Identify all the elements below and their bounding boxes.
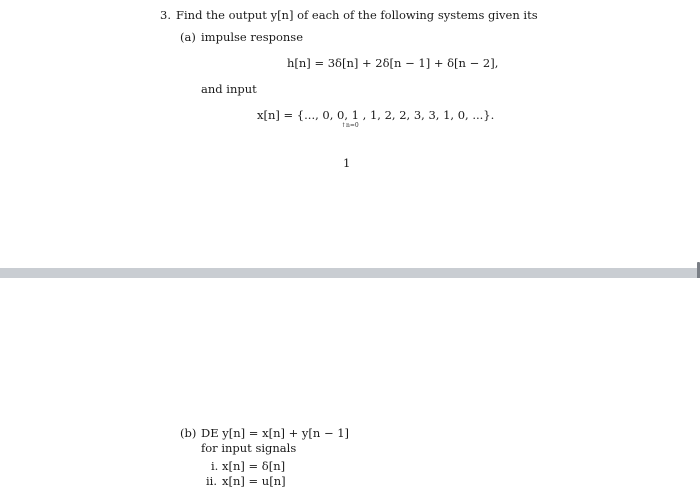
part-a-label: (a)	[180, 30, 196, 44]
origin-arrow-note: ↑n=0	[341, 122, 359, 129]
input-label: and input	[201, 82, 257, 96]
part-b-equation: DE y[n] = x[n] + y[n − 1]	[201, 426, 350, 440]
part-b-subtext: for input signals	[201, 441, 297, 455]
problem-prompt: Find the output y[n] of each of the following systems given its	[176, 8, 538, 22]
list-item-equation: x[n] = u[n]	[222, 474, 286, 488]
list-item-marker: i.	[211, 459, 219, 473]
part-b-label: (b)	[180, 426, 197, 440]
input-equation: x[n] = {..., 0, 0, 1 , 1, 2, 2, 3, 3, 1, 0, ...}.	[257, 108, 495, 122]
part-a-text: impulse response	[201, 30, 303, 44]
page-separator	[0, 268, 700, 278]
impulse-response-equation: h[n] = 3δ[n] + 2δ[n − 1] + δ[n − 2],	[287, 56, 499, 70]
list-item-marker: ii.	[206, 474, 218, 488]
list-item-equation: x[n] = δ[n]	[222, 459, 286, 473]
page-number: 1	[343, 156, 351, 170]
problem-number: 3.	[160, 8, 171, 22]
page-2	[0, 278, 700, 495]
